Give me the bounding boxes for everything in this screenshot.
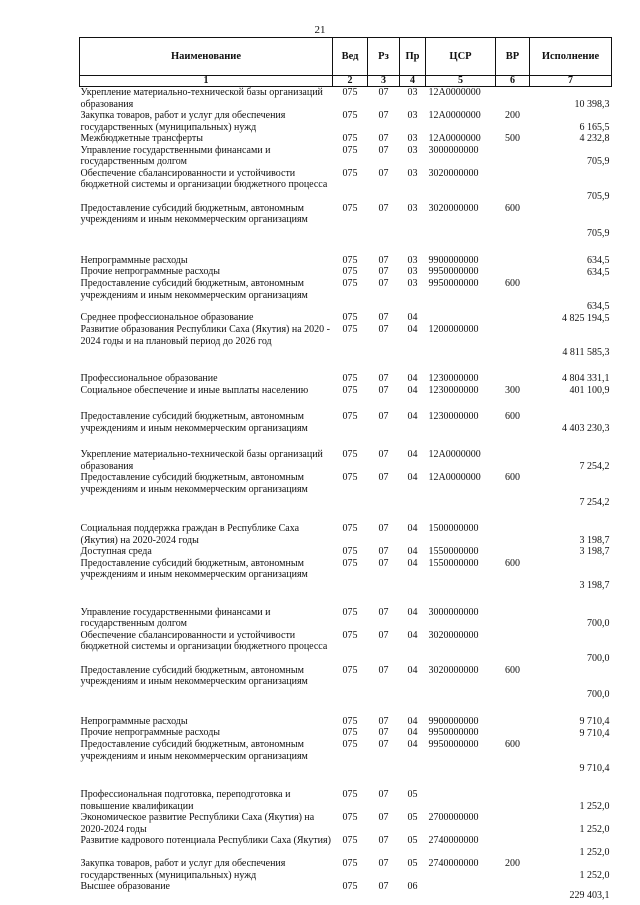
cell-ved: 075 xyxy=(342,789,358,800)
cell-pr: 04 xyxy=(407,546,418,557)
table-row xyxy=(80,727,612,739)
cell-csr: 3020000000 xyxy=(428,202,479,214)
cell-csr: 2700000000 xyxy=(428,812,479,823)
cell-vr xyxy=(496,145,530,168)
cell-pr: 03 xyxy=(407,167,418,179)
cell-exec: 4 232,8 xyxy=(579,133,610,144)
table-row xyxy=(80,87,612,111)
cell-ved: 075 xyxy=(342,110,358,121)
cell-vr xyxy=(496,168,530,203)
cell-rz: 07 xyxy=(378,278,389,289)
cell-csr: 1500000000 xyxy=(428,523,479,534)
table-row xyxy=(80,145,612,168)
cell-rz: 07 xyxy=(378,835,389,846)
cell-csr: 9950000000 xyxy=(428,739,479,750)
cell-exec: 3 198,7 xyxy=(579,580,610,591)
table-row xyxy=(80,546,612,558)
cell-rz: 07 xyxy=(378,472,389,483)
cell-exec: 700,0 xyxy=(587,653,610,664)
cell-pr: 05 xyxy=(407,789,418,800)
cell-csr: 12А0000000 xyxy=(428,110,481,121)
cell-rz: 07 xyxy=(378,727,389,738)
table-row xyxy=(80,396,612,434)
table-row xyxy=(80,701,612,728)
cell-ved: 075 xyxy=(342,472,358,483)
cell-name: Прочие непрограммные расходы xyxy=(80,727,221,738)
cell-rz: 07 xyxy=(378,167,389,179)
cell-rz: 07 xyxy=(378,739,389,750)
cell-pr: 04 xyxy=(407,449,418,460)
cell-ved: 075 xyxy=(342,835,358,846)
cell-pr: 03 xyxy=(407,87,418,98)
cell-exec: 700,0 xyxy=(587,689,610,700)
cell-exec: 9 710,4 xyxy=(579,715,610,727)
cell-csr: 1230000000 xyxy=(428,373,479,384)
table-row xyxy=(80,240,612,267)
header-csr: ЦСР xyxy=(426,38,496,76)
cell-exec: 1 252,0 xyxy=(579,846,610,858)
header-rz: Рз xyxy=(368,38,400,76)
table-body xyxy=(80,87,612,902)
cell-ved: 075 xyxy=(342,881,358,892)
cell-exec: 634,5 xyxy=(587,254,610,266)
cell-ved: 075 xyxy=(342,384,358,396)
page-number: 21 xyxy=(314,24,326,36)
cell-pr: 04 xyxy=(407,739,418,750)
cell-name: Социальное обеспечение и иные выплаты населению xyxy=(80,384,309,396)
column-number: 7 xyxy=(530,76,612,87)
cell-csr xyxy=(426,312,496,324)
cell-ved: 075 xyxy=(342,812,358,823)
cell-ved: 075 xyxy=(342,411,358,422)
cell-rz: 07 xyxy=(378,324,389,335)
cell-pr: 05 xyxy=(407,835,418,846)
cell-vr xyxy=(496,630,530,665)
cell-csr: 3020000000 xyxy=(428,664,479,676)
table-row xyxy=(80,812,612,835)
cell-rz: 07 xyxy=(378,373,389,384)
cell-exec: 9 710,4 xyxy=(579,727,610,739)
cell-ved: 075 xyxy=(342,523,358,534)
cell-ved: 075 xyxy=(342,167,358,179)
table-row xyxy=(80,434,612,472)
cell-ved: 075 xyxy=(342,629,358,641)
cell-vr xyxy=(496,812,530,835)
cell-exec: 634,5 xyxy=(587,266,610,278)
cell-exec: 634,5 xyxy=(587,300,610,312)
cell-vr xyxy=(496,508,530,546)
table-row xyxy=(80,472,612,508)
cell-pr: 03 xyxy=(407,133,418,144)
table-row xyxy=(80,358,612,385)
cell-exec: 4 403 230,3 xyxy=(562,422,610,434)
cell-rz: 07 xyxy=(378,87,389,98)
cell-ved: 075 xyxy=(342,858,358,869)
cell-exec: 3 198,7 xyxy=(579,534,610,546)
cell-csr: 3000000000 xyxy=(428,144,479,156)
table-row xyxy=(80,558,612,592)
table-row xyxy=(80,203,612,240)
cell-rz: 07 xyxy=(378,449,389,460)
cell-pr: 05 xyxy=(407,812,418,823)
table-row xyxy=(80,266,612,278)
cell-exec: 9 710,4 xyxy=(579,762,610,774)
cell-name: Непрограммные расходы xyxy=(80,715,188,727)
cell-pr: 03 xyxy=(407,202,418,214)
cell-exec: 6 165,5 xyxy=(579,121,610,133)
cell-vr: 600 xyxy=(505,739,520,750)
table-row xyxy=(80,835,612,858)
cell-vr xyxy=(496,358,530,385)
cell-rz: 07 xyxy=(378,266,389,277)
cell-csr: 2740000000 xyxy=(428,858,479,869)
cell-vr: 300 xyxy=(505,384,520,396)
cell-pr: 04 xyxy=(407,384,418,396)
cell-pr: 03 xyxy=(407,266,418,277)
cell-csr: 3000000000 xyxy=(428,606,479,618)
cell-vr xyxy=(496,434,530,472)
header-pr: Пр xyxy=(400,38,426,76)
cell-vr xyxy=(496,592,530,630)
cell-pr: 04 xyxy=(407,629,418,641)
cell-rz: 07 xyxy=(378,881,389,892)
cell-pr: 03 xyxy=(407,144,418,156)
cell-ved: 075 xyxy=(342,449,358,460)
cell-ved: 075 xyxy=(342,727,358,738)
cell-vr: 600 xyxy=(505,278,520,289)
header-row xyxy=(80,38,612,76)
cell-pr: 04 xyxy=(407,715,418,727)
cell-ved: 075 xyxy=(342,312,358,323)
cell-rz: 07 xyxy=(378,789,389,800)
cell-vr xyxy=(496,546,530,558)
table-row xyxy=(80,774,612,812)
budget-table xyxy=(79,37,612,901)
table-row xyxy=(80,881,612,901)
cell-ved: 075 xyxy=(342,144,358,156)
cell-ved: 075 xyxy=(342,278,358,289)
cell-name: Укрепление материально-технической базы организаций образования xyxy=(80,87,323,110)
cell-rz: 07 xyxy=(378,664,389,676)
cell-name: Социальная поддержка граждан в Республике Саха (Якутия) на 2020-2024 годы xyxy=(80,523,300,546)
cell-csr: 9900000000 xyxy=(428,254,479,266)
table-row xyxy=(80,385,612,397)
cell-ved: 075 xyxy=(342,324,358,335)
cell-exec: 10 398,3 xyxy=(574,98,610,110)
cell-exec: 7 254,2 xyxy=(579,460,610,472)
cell-exec: 1 252,0 xyxy=(579,800,610,812)
cell-name: Предоставление субсидий бюджетным, автономным учреждениям и иным некоммерческим организациям xyxy=(80,739,308,762)
cell-name: Высшее образование xyxy=(80,881,170,892)
cell-vr xyxy=(496,774,530,812)
cell-rz: 07 xyxy=(378,202,389,214)
table-row xyxy=(80,665,612,701)
cell-csr xyxy=(426,881,496,901)
cell-csr: 1200000000 xyxy=(428,324,479,335)
cell-csr: 12А0000000 xyxy=(428,472,481,483)
cell-rz: 07 xyxy=(378,557,389,569)
cell-name: Предоставление субсидий бюджетным, автономным учреждениям и иным некоммерческим организациям xyxy=(80,557,308,580)
cell-pr: 04 xyxy=(407,324,418,335)
cell-csr: 9950000000 xyxy=(428,266,479,277)
cell-csr: 1230000000 xyxy=(428,384,479,396)
cell-pr: 04 xyxy=(407,727,418,738)
cell-pr: 04 xyxy=(407,664,418,676)
cell-vr: 600 xyxy=(505,557,520,569)
cell-vr xyxy=(496,701,530,728)
cell-pr: 03 xyxy=(407,110,418,121)
cell-ved: 075 xyxy=(342,254,358,266)
cell-exec: 7 254,2 xyxy=(579,496,610,508)
cell-rz: 07 xyxy=(378,715,389,727)
cell-vr xyxy=(496,727,530,739)
cell-vr: 600 xyxy=(505,664,520,676)
cell-ved: 075 xyxy=(342,202,358,214)
cell-name: Профессиональная подготовка, переподготовка и повышение квалификации xyxy=(80,789,291,812)
header-ved: Вед xyxy=(333,38,368,76)
cell-rz: 07 xyxy=(378,411,389,422)
cell-vr xyxy=(496,87,530,111)
cell-csr: 2740000000 xyxy=(428,835,479,846)
table-row xyxy=(80,508,612,546)
cell-vr: 500 xyxy=(505,133,520,144)
cell-csr: 9950000000 xyxy=(428,278,479,289)
cell-exec: 4 811 585,3 xyxy=(562,346,610,358)
column-number: 6 xyxy=(496,76,530,87)
cell-csr: 12А0000000 xyxy=(428,87,481,98)
cell-name: Закупка товаров, работ и услуг для обеспечения государственных (муниципальных) нужд xyxy=(80,110,286,133)
cell-ved: 075 xyxy=(342,739,358,750)
cell-rz: 07 xyxy=(378,144,389,156)
cell-vr: 600 xyxy=(505,472,520,483)
cell-pr: 04 xyxy=(407,523,418,534)
cell-rz: 07 xyxy=(378,858,389,869)
cell-name: Предоставление субсидий бюджетным, автономным учреждениям и иным некоммерческим организациям xyxy=(80,278,308,301)
table-row xyxy=(80,312,612,324)
cell-pr: 04 xyxy=(407,606,418,618)
cell-csr: 1550000000 xyxy=(428,546,479,557)
cell-ved: 075 xyxy=(342,606,358,618)
cell-name: Закупка товаров, работ и услуг для обеспечения государственных (муниципальных) нужд xyxy=(80,858,286,881)
table-row xyxy=(80,110,612,133)
cell-vr xyxy=(496,881,530,901)
column-number: 5 xyxy=(426,76,496,87)
cell-vr xyxy=(496,312,530,324)
table-row xyxy=(80,630,612,665)
cell-exec: 3 198,7 xyxy=(579,546,610,557)
cell-vr: 200 xyxy=(505,858,520,869)
cell-rz: 07 xyxy=(378,606,389,618)
cell-pr: 04 xyxy=(407,373,418,384)
cell-name: Непрограммные расходы xyxy=(80,254,188,266)
table-row xyxy=(80,278,612,312)
cell-rz: 07 xyxy=(378,110,389,121)
cell-name: Развитие образования Республики Саха (Якутия) на 2020 - 2024 годы и на плановый период до 2026 год xyxy=(80,324,331,347)
cell-ved: 075 xyxy=(342,87,358,98)
cell-rz: 07 xyxy=(378,254,389,266)
column-number-row xyxy=(80,76,612,87)
cell-vr: 600 xyxy=(505,411,520,422)
cell-csr: 12А0000000 xyxy=(428,449,481,460)
table-row xyxy=(80,739,612,774)
cell-rz: 07 xyxy=(378,312,389,323)
column-number: 1 xyxy=(80,76,333,87)
table-row xyxy=(80,592,612,630)
cell-ved: 075 xyxy=(342,373,358,384)
cell-name: Доступная среда xyxy=(80,546,152,557)
table-row xyxy=(80,168,612,203)
cell-vr xyxy=(496,324,530,358)
cell-exec: 1 252,0 xyxy=(579,823,610,835)
column-number: 4 xyxy=(400,76,426,87)
cell-csr: 1550000000 xyxy=(428,557,479,569)
table-row xyxy=(80,324,612,358)
table-row xyxy=(80,133,612,145)
cell-vr xyxy=(496,835,530,858)
cell-name: Межбюджетные трансферты xyxy=(80,133,203,144)
cell-ved: 075 xyxy=(342,715,358,727)
cell-name: Предоставление субсидий бюджетным, автономным учреждениям и иным некоммерческим организациям xyxy=(80,411,308,434)
cell-exec: 705,9 xyxy=(587,228,610,239)
cell-csr: 3020000000 xyxy=(428,629,479,641)
cell-name: Профессиональное образование xyxy=(80,373,218,384)
cell-pr: 04 xyxy=(407,312,418,323)
cell-name: Управление государственными финансами и государственным долгом xyxy=(80,144,271,167)
header-exec: Исполнение xyxy=(530,38,612,76)
cell-name: Среднее профессиональное образование xyxy=(80,312,254,323)
cell-rz: 07 xyxy=(378,629,389,641)
cell-exec: 705,9 xyxy=(587,156,610,167)
cell-ved: 075 xyxy=(342,546,358,557)
column-number: 3 xyxy=(368,76,400,87)
header-vr: ВР xyxy=(496,38,530,76)
cell-rz: 07 xyxy=(378,546,389,557)
cell-exec: 4 825 194,5 xyxy=(562,312,610,324)
cell-name: Развитие кадрового потенциала Республики Саха (Якутия) xyxy=(80,835,331,846)
cell-rz: 07 xyxy=(378,523,389,534)
cell-exec: 229 403,1 xyxy=(569,889,610,901)
cell-pr: 04 xyxy=(407,557,418,569)
cell-csr: 9950000000 xyxy=(428,727,479,738)
cell-ved: 075 xyxy=(342,664,358,676)
cell-pr: 03 xyxy=(407,278,418,289)
cell-rz: 07 xyxy=(378,133,389,144)
cell-exec: 4 804 331,1 xyxy=(562,373,610,384)
cell-name: Предоставление субсидий бюджетным, автономным учреждениям и иным некоммерческим организациям xyxy=(80,664,308,687)
cell-pr: 04 xyxy=(407,472,418,483)
cell-name: Предоставление субсидий бюджетным, автономным учреждениям и иным некоммерческим организациям xyxy=(80,472,308,495)
cell-exec: 700,0 xyxy=(587,618,610,629)
cell-rz: 07 xyxy=(378,384,389,396)
cell-csr: 3020000000 xyxy=(428,167,479,179)
cell-ved: 075 xyxy=(342,266,358,277)
cell-name: Экономическое развитие Республики Саха (Якутия) на 2020-2024 годы xyxy=(80,812,315,835)
cell-exec: 705,9 xyxy=(587,191,610,202)
cell-exec: 1 252,0 xyxy=(579,869,610,881)
cell-vr xyxy=(496,266,530,278)
cell-name: Укрепление материально-технической базы организаций образования xyxy=(80,449,323,472)
cell-name: Управление государственными финансами и государственным долгом xyxy=(80,606,271,629)
table-row xyxy=(80,858,612,881)
cell-exec: 401 100,9 xyxy=(569,384,610,396)
cell-pr: 06 xyxy=(407,881,418,892)
cell-rz: 07 xyxy=(378,812,389,823)
cell-csr: 12А0000000 xyxy=(428,133,481,144)
column-number: 2 xyxy=(333,76,368,87)
cell-ved: 075 xyxy=(342,557,358,569)
cell-csr: 1230000000 xyxy=(428,411,479,422)
cell-name: Обеспечение сбалансированности и устойчивости бюджетной системы и организации бюджетного процесса xyxy=(80,629,328,652)
cell-pr: 03 xyxy=(407,254,418,266)
cell-ved: 075 xyxy=(342,133,358,144)
cell-pr: 05 xyxy=(407,858,418,869)
cell-name: Предоставление субсидий бюджетным, автономным учреждениям и иным некоммерческим организациям xyxy=(80,202,308,225)
cell-name: Прочие непрограммные расходы xyxy=(80,266,221,277)
header-name: Наименование xyxy=(80,38,333,76)
cell-csr: 9900000000 xyxy=(428,715,479,727)
cell-name: Обеспечение сбалансированности и устойчивости бюджетной системы и организации бюджетного процесса xyxy=(80,167,328,190)
cell-vr: 600 xyxy=(505,202,520,214)
cell-pr: 04 xyxy=(407,411,418,422)
cell-csr xyxy=(426,774,496,812)
cell-vr xyxy=(496,240,530,267)
cell-vr: 200 xyxy=(505,110,520,121)
